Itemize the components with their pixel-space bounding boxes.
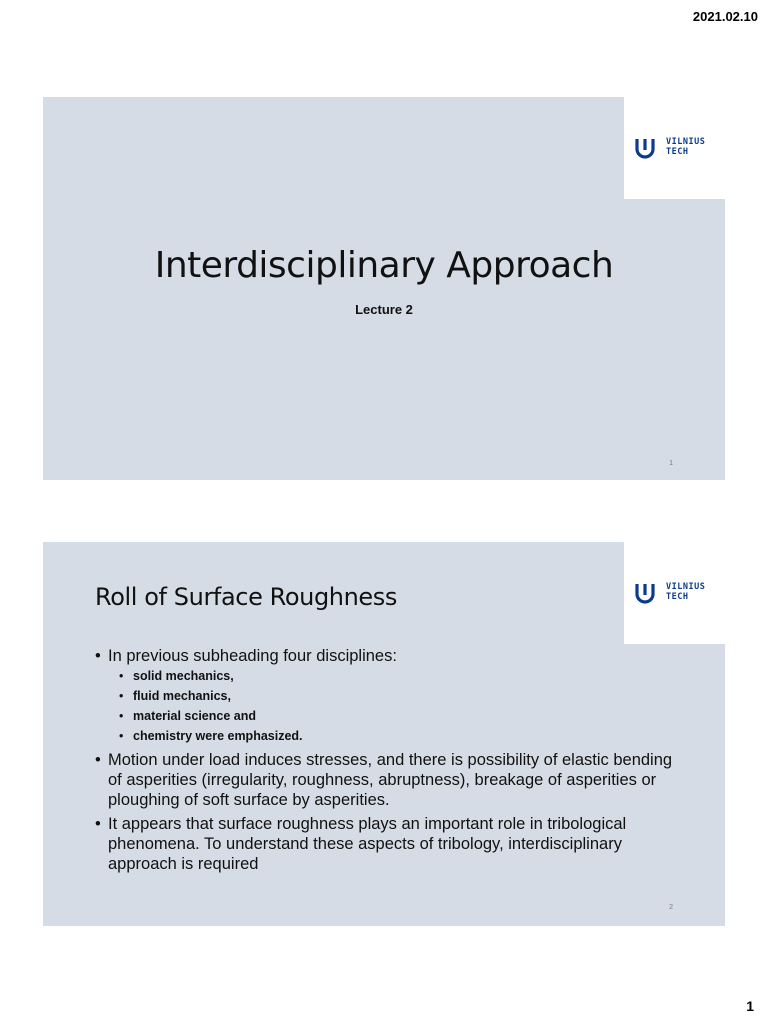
logo <box>624 97 725 199</box>
document-date: 2021.02.10 <box>692 9 758 24</box>
bullet-item: • It appears that surface roughness plays an important role in tribological phenomena. To understand these aspects of tribology, interdisciplinary approach is required <box>95 814 675 874</box>
bullet-list <box>95 646 675 878</box>
slide-subtitle: Lecture 2 <box>355 302 413 317</box>
sub-bullet-item: • chemistry were emphasized. <box>119 726 675 746</box>
slide-1 <box>43 97 725 480</box>
logo-line-2: TECH <box>666 592 689 602</box>
page-number: 1 <box>746 998 754 1014</box>
slide-number: 2 <box>669 904 673 911</box>
logo <box>624 542 725 644</box>
logo-line-1: VILNIUS <box>666 137 706 147</box>
logo-line-2: TECH <box>666 147 689 157</box>
bullet-item: • Motion under load induces stresses, and there is possibility of elastic bending of asperities (irregularity, roughness, abruptness), breakage of asperities or ploughing of soft surface by asperities. <box>95 750 675 810</box>
logo-text <box>666 137 705 157</box>
vilnius-tech-logo-icon <box>634 137 656 159</box>
logo-line-1: VILNIUS <box>666 582 706 592</box>
sub-bullet-item: • solid mechanics, <box>119 666 675 686</box>
slide-number: 1 <box>669 460 673 467</box>
slide-title: Interdisciplinary Approach <box>154 245 614 286</box>
sub-bullet-item: • fluid mechanics, <box>119 686 675 706</box>
slide-2 <box>43 542 725 926</box>
bullet-text: In previous subheading four disciplines: <box>108 647 397 665</box>
sub-bullet-list <box>119 666 675 746</box>
logo-text <box>666 582 705 602</box>
vilnius-tech-logo-icon <box>634 582 656 604</box>
sub-bullet-item: • material science and <box>119 706 675 726</box>
bullet-item <box>95 646 675 746</box>
slide-title: Roll of Surface Roughness <box>95 583 397 611</box>
